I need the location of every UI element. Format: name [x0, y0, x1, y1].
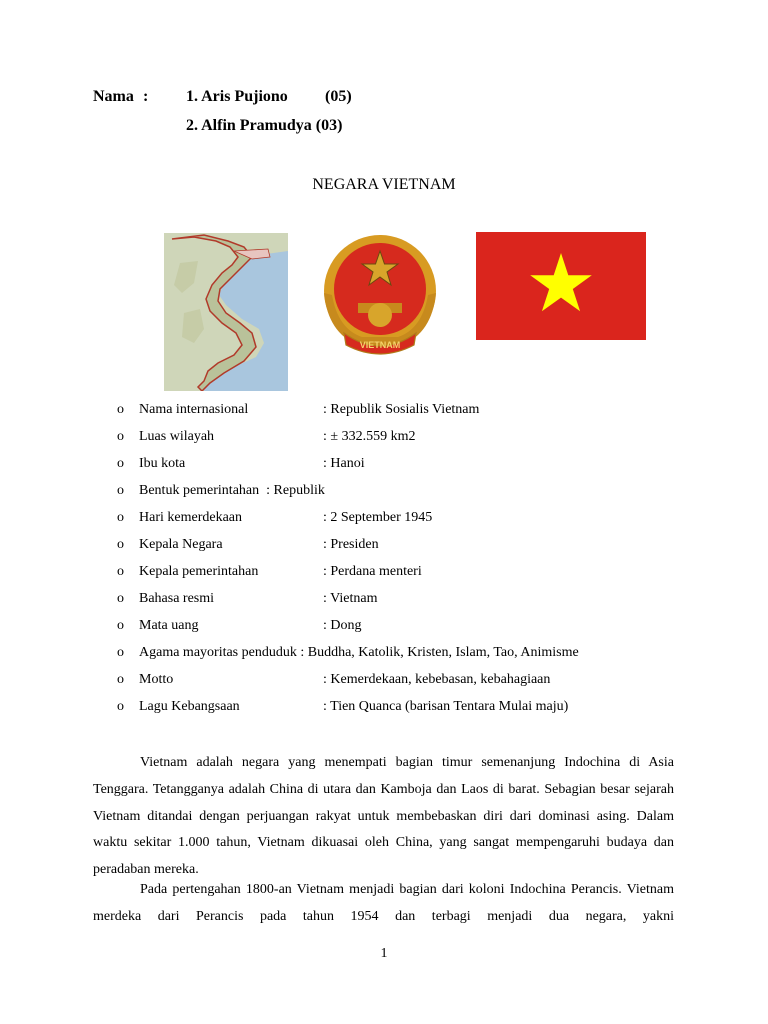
- vietnam-flag-image: [476, 232, 646, 340]
- list-item: [117, 669, 677, 696]
- list-bullet: o: [117, 591, 124, 606]
- list-bullet: o: [117, 402, 124, 417]
- member-2-name: 2. Alfin Pramudya (03): [186, 117, 343, 134]
- fact-label: Lagu Kebangsaan: [139, 699, 240, 714]
- fact-label: Ibu kota: [139, 456, 186, 471]
- fact-label: Motto: [139, 672, 174, 687]
- list-bullet: o: [117, 645, 124, 660]
- facts-list: [117, 399, 677, 723]
- fact-label: Mata uang: [139, 618, 199, 633]
- fact-value: : Tien Quanca (barisan Tentara Mulai maju): [323, 699, 569, 714]
- list-item: [117, 480, 677, 507]
- list-bullet: o: [117, 537, 124, 552]
- fact-value: : ± 332.559 km2: [323, 429, 416, 444]
- body-paragraph: Vietnam adalah negara yang menempati bagian timur semenanjung Indochina di Asia Tenggara. Tetangganya adalah China di utara dan Kamboja dan Laos di barat. Sebagian besar sejarah Vietnam ditandai dengan perjuangan rakyat untuk membebaskan diri dari dominasi asing. Dalam waktu sekitar 1.000 tahun, Vietnam dikuasai oleh China, yang sangat mempengaruhi budaya dan peradaban mereka.: [93, 755, 674, 878]
- fact-inline: Bentuk pemerintahan : Republik: [139, 483, 325, 498]
- list-bullet: o: [117, 483, 124, 498]
- nama-label: Nama: [93, 88, 134, 105]
- fact-value: : Presiden: [323, 537, 379, 552]
- fact-value: : 2 September 1945: [323, 510, 433, 525]
- list-bullet: o: [117, 564, 124, 579]
- list-item: [117, 615, 677, 642]
- vietnam-emblem-image: [318, 233, 442, 359]
- list-item: [117, 561, 677, 588]
- page-number: 1: [380, 946, 388, 961]
- list-item: [117, 588, 677, 615]
- list-item: [117, 399, 677, 426]
- list-item: [117, 534, 677, 561]
- fact-label: Nama internasional: [139, 402, 249, 417]
- list-item: [117, 696, 677, 723]
- fact-label: Hari kemerdekaan: [139, 510, 242, 525]
- member-1-number: (05): [325, 88, 352, 105]
- fact-value: : Hanoi: [323, 456, 365, 471]
- list-bullet: o: [117, 618, 124, 633]
- list-item: [117, 507, 677, 534]
- fact-value: : Republik Sosialis Vietnam: [323, 402, 480, 417]
- vietnam-map-image: [164, 233, 288, 391]
- member-1-name: 1. Aris Pujiono: [186, 88, 288, 105]
- fact-label: Bahasa resmi: [139, 591, 215, 606]
- list-bullet: o: [117, 699, 124, 714]
- fact-value: : Vietnam: [323, 591, 378, 606]
- list-bullet: o: [117, 510, 124, 525]
- fact-label: Luas wilayah: [139, 429, 215, 444]
- list-item: [117, 426, 677, 453]
- body-paragraph: Pada pertengahan 1800-an Vietnam menjadi bagian dari koloni Indochina Perancis. Vietnam merdeka dari Perancis pada tahun 1954 dan terbagi menjadi dua negara, yakni: [93, 882, 674, 924]
- fact-value: : Dong: [323, 618, 362, 633]
- fact-label: Kepala pemerintahan: [139, 564, 259, 579]
- list-bullet: o: [117, 672, 124, 687]
- fact-label: Kepala Negara: [139, 537, 223, 552]
- list-item: [117, 642, 677, 669]
- emblem-banner-text: VIETNAM: [359, 340, 401, 350]
- list-item: [117, 453, 677, 480]
- fact-value: : Perdana menteri: [323, 564, 422, 579]
- list-bullet: o: [117, 429, 124, 444]
- page-title: NEGARA VIETNAM: [312, 176, 456, 193]
- fact-value: : Kemerdekaan, kebebasan, kebahagiaan: [323, 672, 551, 687]
- fact-inline: Agama mayoritas penduduk : Buddha, Katolik, Kristen, Islam, Tao, Animisme: [139, 645, 579, 660]
- list-bullet: o: [117, 456, 124, 471]
- nama-colon: :: [143, 88, 149, 105]
